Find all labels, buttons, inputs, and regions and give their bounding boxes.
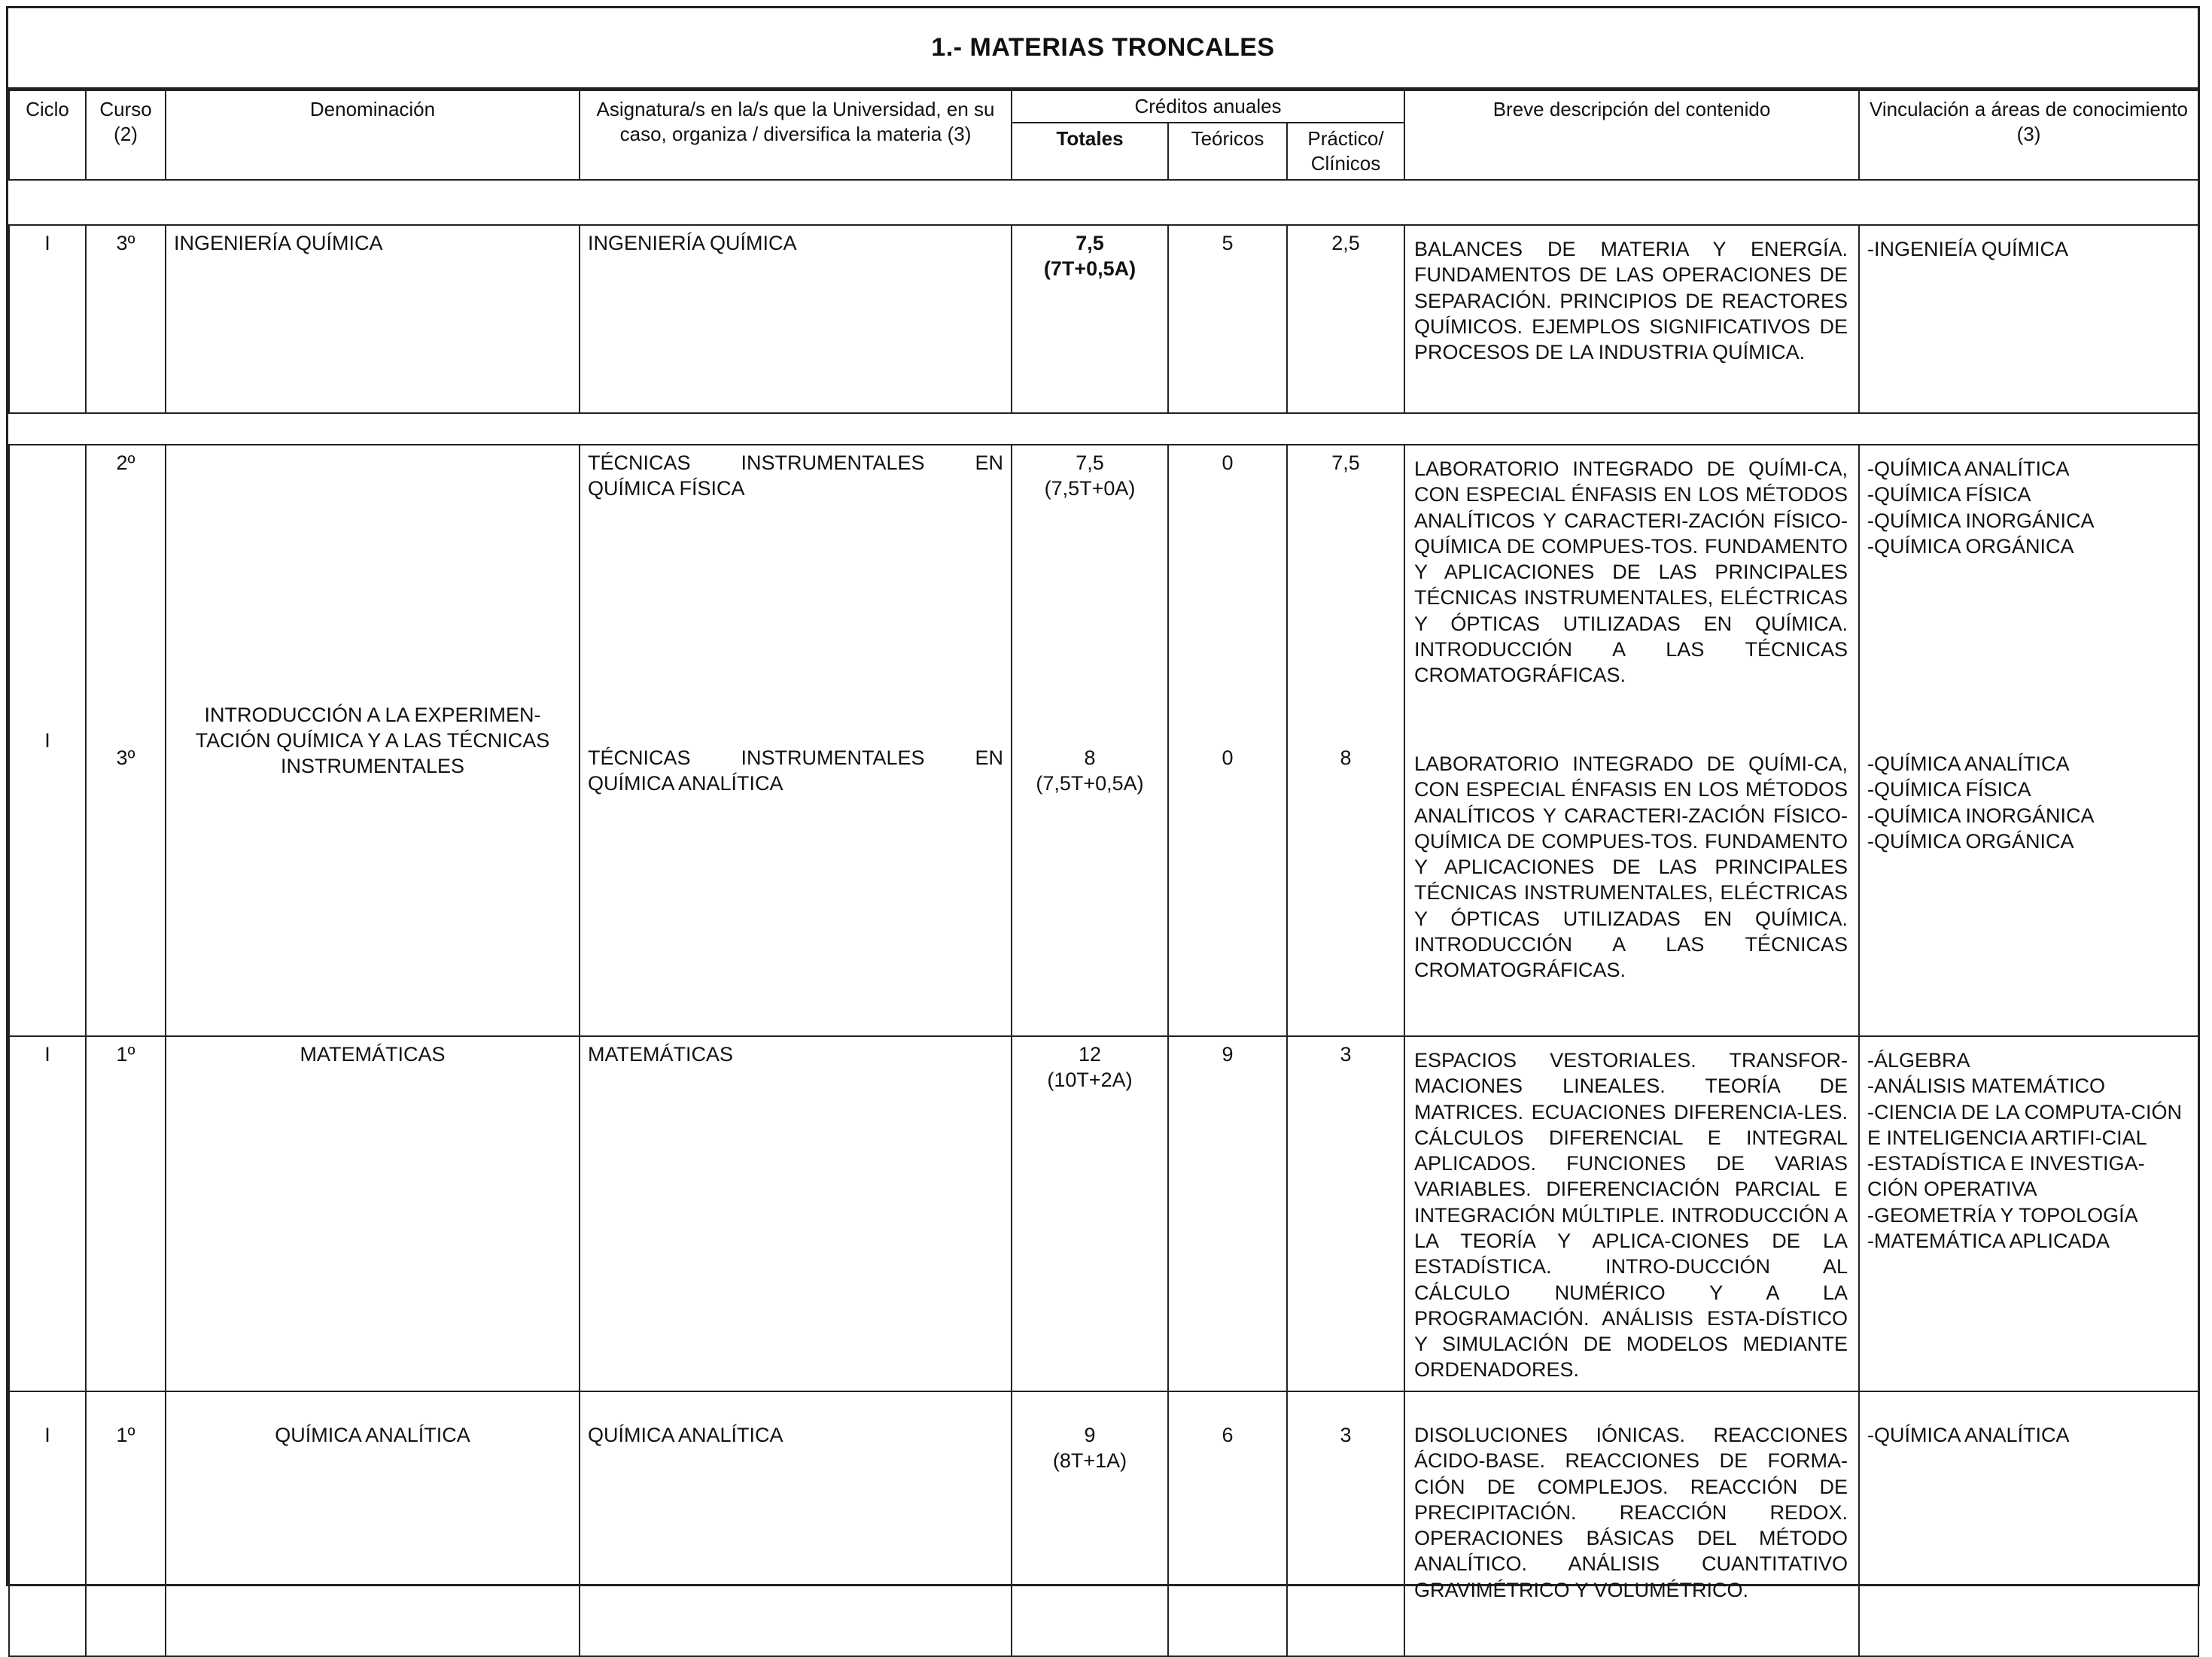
cell-denominacion: INGENIERÍA QUÍMICA: [166, 225, 580, 413]
spacer-row: [9, 413, 2198, 445]
header-vinculacion: Vinculación a áreas de conocimiento (3): [1859, 90, 2198, 180]
area-item: -CIENCIA DE LA COMPUTA-CIÓN E INTELIGENCIA ARTIFI-CIAL: [1867, 1100, 2183, 1149]
totales-detalle: (7,5T+0A): [1044, 477, 1136, 500]
area-item: -INGENIEÍA QUÍMICA: [1867, 238, 2069, 261]
area-item: -MATEMÁTICA APLICADA: [1867, 1230, 2110, 1253]
area-item: -QUÍMICA FÍSICA: [1867, 778, 2031, 801]
cell-practicos: 3: [1287, 1391, 1404, 1656]
materias-table: [8, 90, 2199, 1657]
cell-areas: [1859, 1036, 2198, 1391]
totales-value: 7,5: [1076, 451, 1104, 475]
title-bar: [8, 8, 2198, 90]
totales-detalle: (8T+1A): [1052, 1449, 1127, 1473]
area-item: -QUÍMICA INORGÁNICA: [1867, 509, 2095, 532]
cell-asignatura: TÉCNICAS INSTRUMENTALES EN QUÍMICA ANALÍTICA: [580, 740, 1012, 1036]
header-teoricos: Teóricos: [1168, 123, 1287, 180]
totales-detalle: (7,5T+0,5A): [1036, 772, 1144, 795]
cell-curso: 1º: [86, 1036, 166, 1391]
cell-practicos: 8: [1287, 740, 1404, 1036]
cell-curso: 3º: [86, 740, 166, 1036]
area-item: -QUÍMICA ORGÁNICA: [1867, 534, 2074, 558]
cell-ciclo: I: [9, 225, 86, 413]
cell-teoricos: 0: [1168, 740, 1287, 1036]
area-item: -QUÍMICA ANALÍTICA: [1867, 458, 2070, 481]
area-item: -QUÍMICA ANALÍTICA: [1867, 752, 2070, 776]
cell-totales: [1012, 1036, 1168, 1391]
header-curso-label: Curso: [99, 98, 152, 120]
cell-practicos: 7,5: [1287, 445, 1404, 740]
table-row: [9, 225, 2198, 413]
cell-descripcion: LABORATORIO INTEGRADO DE QUÍMI-CA, CON ESPECIAL ÉNFASIS EN LOS MÉTODOS ANALÍTICOS Y CARACTERI-ZACIÓN FÍSICO-QUÍMICA DE COMPUES-TOS. FUNDAMENTO Y APLICACIONES DE LAS PRINCIPALES TÉCNICAS INSTRUMENTALES, ELÉCTRICAS Y ÓPTICAS UTILIZADAS EN QUÍMICA. INTRODUCCIÓN A LAS TÉCNICAS CROMATOGRÁFICAS.: [1404, 740, 1859, 1036]
cell-asignatura: TÉCNICAS INSTRUMENTALES EN QUÍMICA FÍSICA: [580, 445, 1012, 740]
area-item: -ANÁLISIS MATEMÁTICO: [1867, 1075, 2106, 1098]
document-frame: [6, 6, 2200, 1601]
header-ciclo: Ciclo: [9, 90, 86, 180]
cell-asignatura: INGENIERÍA QUÍMICA: [580, 225, 1012, 413]
cell-curso: 1º: [86, 1391, 166, 1656]
cell-asignatura: MATEMÁTICAS: [580, 1036, 1012, 1391]
cell-descripcion: BALANCES DE MATERIA Y ENERGÍA. FUNDAMENTOS DE LAS OPERACIONES DE SEPARACIÓN. PRINCIPIOS DE REACTORES QUÍMICOS. EJEMPLOS SIGNIFICATIVOS DE PROCESOS DE LA INDUSTRIA QUÍMICA.: [1404, 225, 1859, 413]
cell-practicos: 2,5: [1287, 225, 1404, 413]
cell-areas: [1859, 740, 2198, 1036]
cell-totales: [1012, 740, 1168, 1036]
area-item: -ÁLGEBRA: [1867, 1049, 1970, 1072]
header-creditos: Créditos anuales: [1012, 90, 1404, 123]
cell-denominacion: MATEMÁTICAS: [166, 1036, 580, 1391]
cell-curso: 2º: [86, 445, 166, 740]
cell-teoricos: 0: [1168, 445, 1287, 740]
header-practicos: Práctico/ Clínicos: [1287, 123, 1404, 180]
cell-descripcion: DISOLUCIONES IÓNICAS. REACCIONES ÁCIDO-BASE. REACCIONES DE FORMA-CIÓN DE COMPLEJOS. REACCIÓN DE PRECIPITACIÓN. REACCIÓN REDOX. OPERACIONES BÁSICAS DEL MÉTODO ANALÍTICO. ANÁLISIS CUANTITATIVO GRAVIMÉTRICO Y VOLUMÉTRICO.: [1404, 1391, 1859, 1656]
cell-curso: 3º: [86, 225, 166, 413]
area-item: -ESTADÍSTICA E INVESTIGA-CIÓN OPERATIVA: [1867, 1152, 2145, 1201]
totales-detalle: (7T+0,5A): [1043, 257, 1136, 281]
cell-totales: [1012, 1391, 1168, 1656]
area-item: -GEOMETRÍA Y TOPOLOGÍA: [1867, 1203, 2138, 1227]
cell-descripcion: ESPACIOS VESTORIALES. TRANSFOR-MACIONES LINEALES. TEORÍA DE MATRICES. ECUACIONES DIFERENCIA-LES. CÁLCULOS DIFERENCIAL E INTEGRAL APLICADOS. FUNCIONES DE VARIAS VARIABLES. DIFERENCIACIÓN PARCIAL E INTEGRACIÓN MÚLTIPLE. INTRODUCCIÓN A LA TEORÍA Y APLICA-CIONES DE LA ESTADÍSTICA. INTRO-DUCCIÓN AL CÁLCULO NUMÉRICO Y A LA PROGRAMACIÓN. ANÁLISIS ESTA-DÍSTICO Y SIMULACIÓN DE MODELOS MEDIANTE ORDENADORES.: [1404, 1036, 1859, 1391]
area-item: -QUÍMICA FÍSICA: [1867, 483, 2031, 506]
header-curso: [86, 90, 166, 180]
cell-denominacion: QUÍMICA ANALÍTICA: [166, 1391, 580, 1656]
cell-asignatura: QUÍMICA ANALÍTICA: [580, 1391, 1012, 1656]
totales-value: 9: [1084, 1424, 1096, 1447]
cell-areas: [1859, 445, 2198, 740]
totales-detalle: (10T+2A): [1047, 1069, 1133, 1092]
area-item: -QUÍMICA ORGÁNICA: [1867, 829, 2074, 853]
cell-teoricos: 9: [1168, 1036, 1287, 1391]
cell-areas: [1859, 225, 2198, 413]
cell-areas: [1859, 1391, 2198, 1656]
totales-value: 12: [1078, 1043, 1102, 1066]
table-row: [9, 1036, 2198, 1391]
table-row: [9, 1391, 2198, 1656]
totales-value: 7,5: [1076, 232, 1104, 255]
cell-totales: [1012, 225, 1168, 413]
header-asignatura: Asignatura/s en la/s que la Universidad, en su caso, organiza / diversifica la materia (3): [580, 90, 1012, 180]
table-row: [9, 445, 2198, 740]
totales-value: 8: [1084, 746, 1096, 770]
page-title: 1.- MATERIAS TRONCALES: [931, 33, 1275, 62]
cell-teoricos: 6: [1168, 1391, 1287, 1656]
header-curso-note: (2): [114, 123, 138, 146]
header-denominacion: Denominación: [166, 90, 580, 180]
header-row: [9, 90, 2198, 123]
cell-ciclo: I: [9, 1391, 86, 1656]
cell-teoricos: 5: [1168, 225, 1287, 413]
header-totales: Totales: [1012, 123, 1168, 180]
cell-descripcion: LABORATORIO INTEGRADO DE QUÍMI-CA, CON ESPECIAL ÉNFASIS EN LOS MÉTODOS ANALÍTICOS Y CARACTERI-ZACIÓN FÍSICO-QUÍMICA DE COMPUES-TOS. FUNDAMENTO Y APLICACIONES DE LAS PRINCIPALES TÉCNICAS INSTRUMENTALES, ELÉCTRICAS Y ÓPTICAS UTILIZADAS EN QUÍMICA. INTRODUCCIÓN A LAS TÉCNICAS CROMATOGRÁFICAS.: [1404, 445, 1859, 740]
cell-denominacion: INTRODUCCIÓN A LA EXPERIMEN-TACIÓN QUÍMICA Y A LAS TÉCNICAS INSTRUMENTALES: [166, 445, 580, 1036]
cell-totales: [1012, 445, 1168, 740]
cell-practicos: 3: [1287, 1036, 1404, 1391]
area-item: -QUÍMICA ANALÍTICA: [1867, 1424, 2070, 1447]
header-descripcion: Breve descripción del contenido: [1404, 90, 1859, 180]
spacer-row: [9, 180, 2198, 225]
cell-ciclo: I: [9, 445, 86, 1036]
area-item: -QUÍMICA INORGÁNICA: [1867, 804, 2095, 827]
cell-ciclo: I: [9, 1036, 86, 1391]
